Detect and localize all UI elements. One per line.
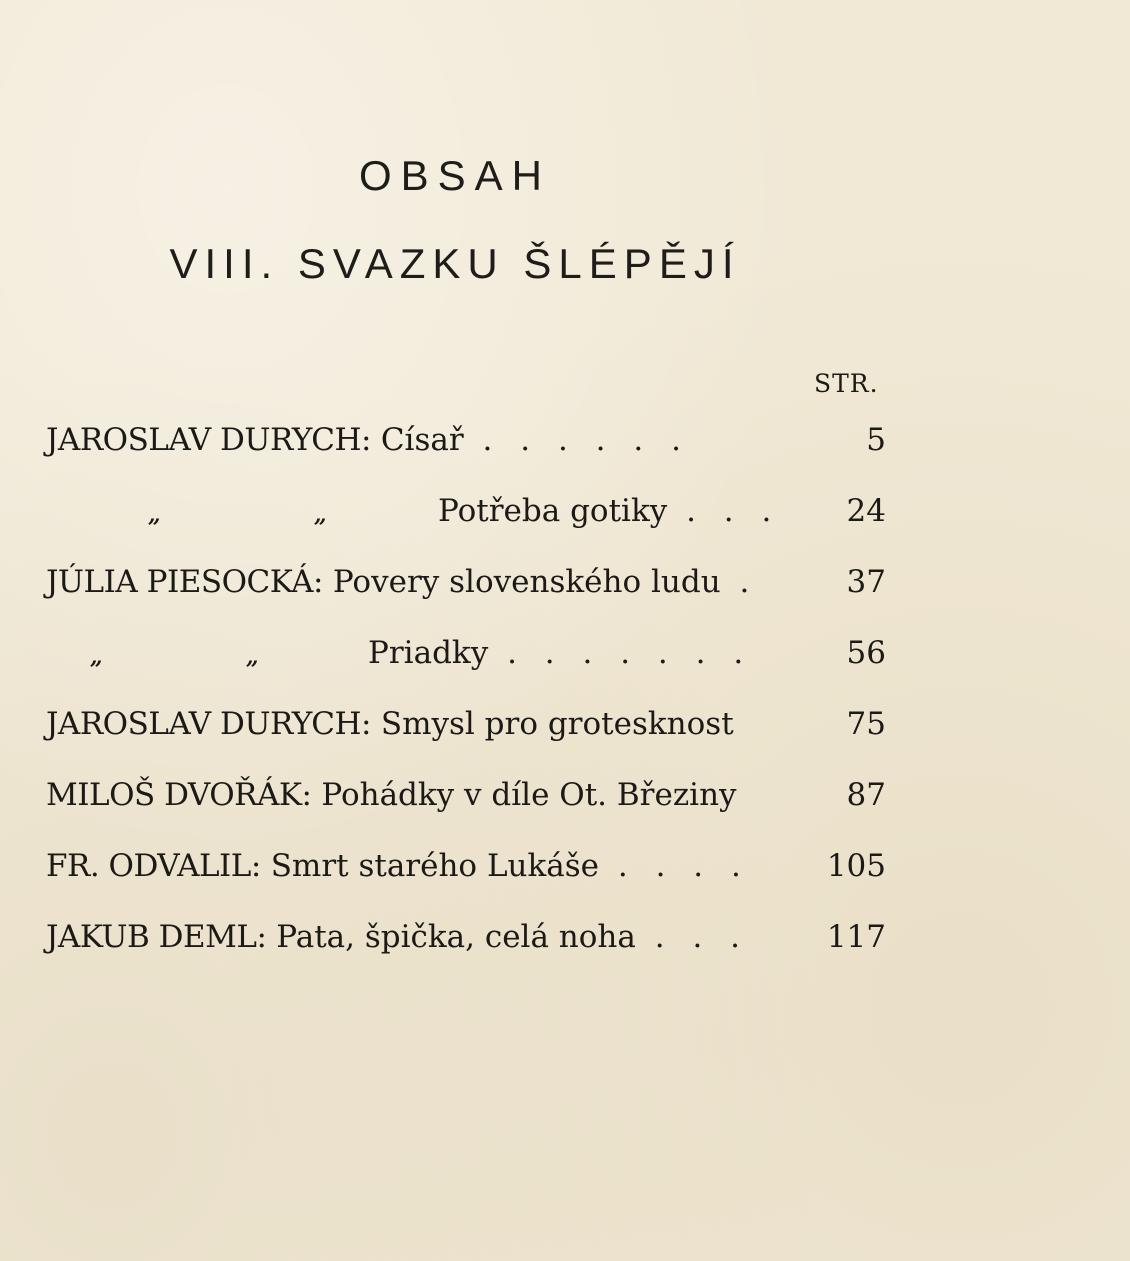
toc-author: JAKUB DEML:	[46, 919, 267, 955]
toc-entry-text	[46, 831, 750, 902]
toc-leader: . . .	[635, 919, 750, 955]
toc-author: JAROSLAV DURYCH:	[46, 422, 371, 458]
toc-title: Smrt starého Lukáše	[270, 848, 600, 884]
toc-entry-text	[46, 760, 737, 831]
toc-page-number: 5	[866, 422, 886, 458]
toc-title: Povery slovenského ludu	[332, 564, 721, 600]
toc-entry-text	[46, 405, 690, 476]
toc-entry-text	[438, 476, 780, 547]
toc-page-number: 117	[826, 919, 886, 955]
toc-leader: . . . . . . .	[488, 635, 753, 671]
toc-page-number: 37	[846, 564, 886, 600]
toc-title: Císař	[380, 422, 464, 458]
toc-author: JAROSLAV DURYCH:	[46, 706, 371, 742]
toc-entry-text	[46, 902, 749, 973]
toc-page-number: 87	[846, 777, 886, 813]
toc-leader: .	[720, 564, 759, 600]
toc-author: MILOŠ DVOŘÁK:	[46, 777, 312, 813]
ditto-mark: „	[90, 644, 103, 670]
toc-entry	[46, 405, 886, 476]
toc-author: FR. ODVALIL:	[46, 848, 261, 884]
toc-page-number: 24	[846, 493, 886, 529]
toc-page-number: 75	[846, 706, 886, 742]
toc-title: Priadky	[368, 635, 489, 671]
toc-entry-text	[46, 547, 758, 618]
toc-title: Potřeba gotiky	[438, 493, 668, 529]
toc-entry-text	[46, 689, 734, 760]
toc-leader: . . . . . .	[463, 422, 690, 458]
toc-title: Pata, špička, celá noha	[276, 919, 636, 955]
table-of-contents	[46, 405, 886, 973]
ditto-mark: „	[148, 502, 161, 528]
ditto-mark: „	[246, 644, 259, 670]
volume-subheading: VIII. SVAZKU ŠLÉPĚJÍ	[169, 240, 741, 287]
page-column-label: STR.	[814, 369, 879, 398]
toc-entry-text	[368, 618, 752, 689]
toc-entry	[46, 902, 886, 973]
toc-leader: . . .	[667, 493, 781, 529]
toc-entry	[46, 618, 886, 689]
toc-title: Pohádky v díle Ot. Březiny	[321, 777, 737, 813]
toc-page-number: 105	[826, 848, 886, 884]
toc-leader: . . . .	[599, 848, 750, 884]
toc-entry	[46, 547, 886, 618]
toc-entry	[46, 476, 886, 547]
toc-author: JÚLIA PIESOCKÁ:	[46, 564, 323, 600]
toc-entry	[46, 689, 886, 760]
contents-heading: OBSAH	[358, 152, 552, 199]
toc-entry	[46, 831, 886, 902]
ditto-mark: „	[314, 502, 327, 528]
toc-title: Smysl pro grotesknost	[380, 706, 734, 742]
toc-entry	[46, 760, 886, 831]
toc-page-number: 56	[846, 635, 886, 671]
